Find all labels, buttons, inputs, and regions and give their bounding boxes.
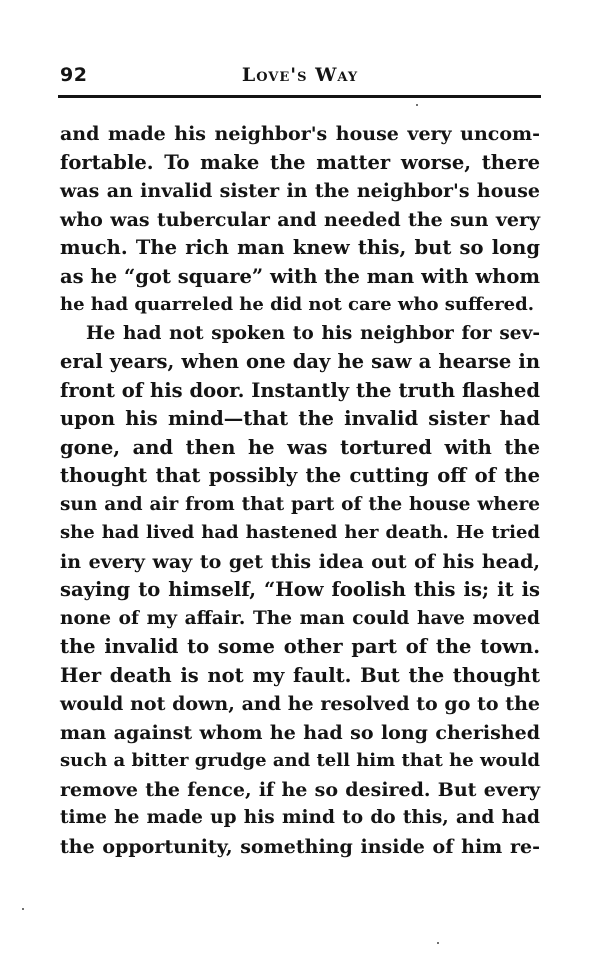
text-line: such a bitter grudge and tell him that he would: [60, 750, 540, 771]
text-line: Her death is not my fault. But the thought: [60, 663, 540, 687]
page-number: 92: [60, 64, 88, 86]
text-line: as he “got square” with the man with whom: [60, 264, 540, 288]
paragraph: [60, 120, 540, 320]
text-line: in every way to get this idea out of his head,: [60, 550, 540, 573]
text-line: the opportunity, something inside of him re-: [60, 835, 540, 858]
text-line: time he made up his mind to do this, and had: [60, 807, 540, 828]
text-line: and made his neighbor's house very uncom-: [60, 123, 540, 145]
text-line: remove the fence, if he so desired. But every: [60, 778, 540, 801]
scan-speck: [22, 908, 24, 910]
body-text: [60, 120, 540, 861]
text-line: saying to himself, “How foolish this is; it is: [60, 578, 540, 601]
text-line: would not down, and he resolved to go to the: [60, 693, 540, 715]
text-line: was an invalid sister in the neighbor's house: [60, 180, 540, 202]
text-line: eral years, when one day he saw a hearse in: [60, 350, 540, 373]
text-line: He had not spoken to his neighbor for sev-: [86, 322, 540, 344]
text-line: upon his mind—that the invalid sister had: [60, 407, 540, 430]
text-line: front of his door. Instantly the truth flashed: [60, 378, 540, 402]
text-line: none of my affair. The man could have moved: [60, 607, 540, 629]
scan-speck: [437, 942, 439, 944]
text-line: much. The rich man knew this, but so long: [60, 236, 540, 259]
text-line: man against whom he had so long cherished: [60, 721, 540, 744]
page-header: [60, 62, 540, 92]
text-line: she had lived had hastened her death. He tried: [60, 522, 540, 543]
text-line: the invalid to some other part of the town.: [60, 635, 540, 658]
text-line: fortable. To make the matter worse, there: [60, 150, 540, 174]
header-rule: [58, 95, 541, 98]
text-line: gone, and then he was tortured with the: [60, 435, 540, 459]
paragraph: [60, 320, 540, 862]
text-line: sun and air from that part of the house where: [60, 493, 540, 515]
running-title: Love's Way: [241, 64, 359, 86]
scan-speck: [416, 104, 418, 106]
text-line: he had quarreled he did not care who suffered.: [60, 294, 534, 315]
text-line: thought that possibly the cutting off of the: [60, 464, 540, 487]
text-line: who was tubercular and needed the sun very: [60, 208, 540, 231]
